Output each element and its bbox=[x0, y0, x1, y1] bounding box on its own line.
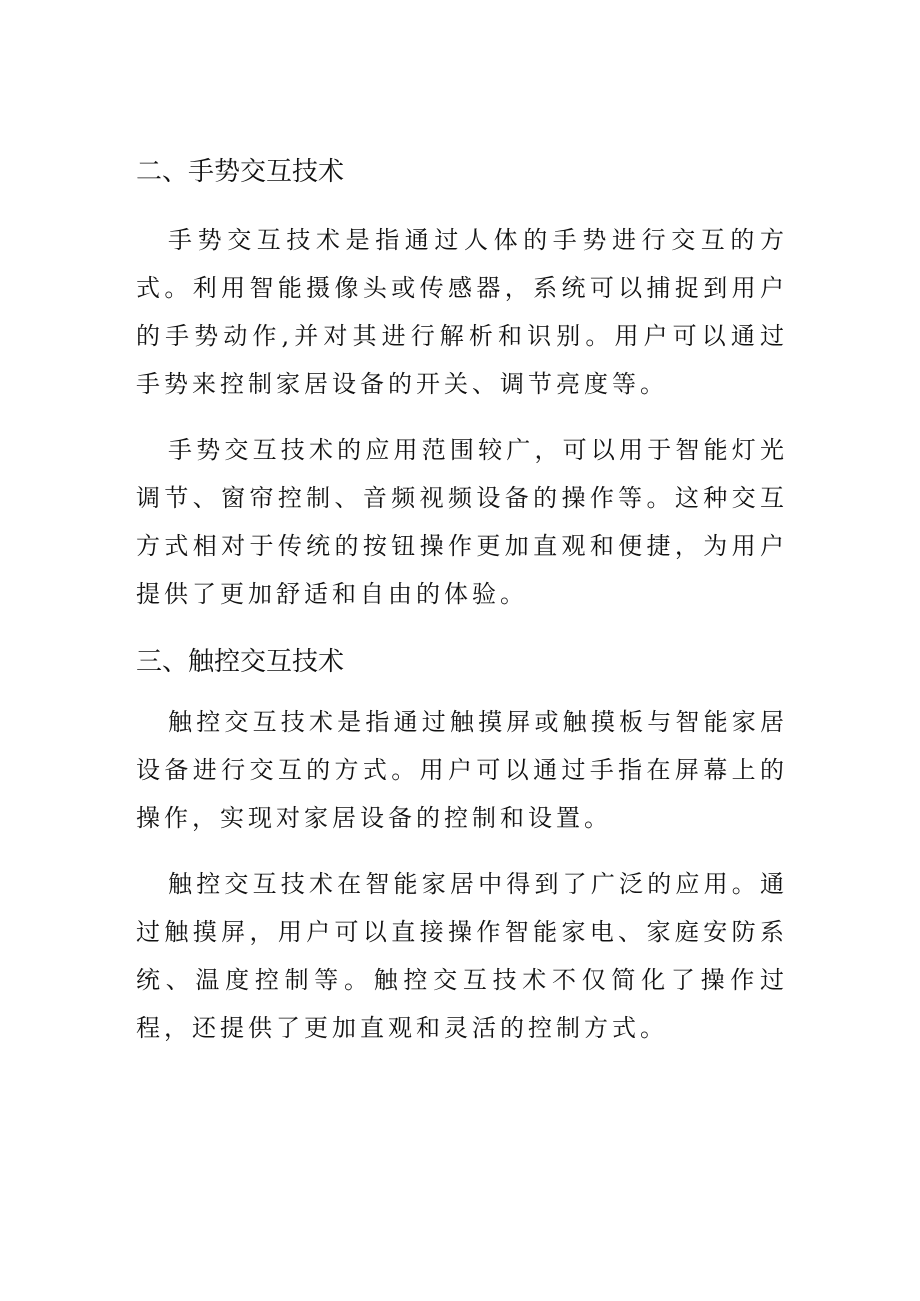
section-heading-touch: 三、触控交互技术 bbox=[136, 647, 345, 677]
section-heading-gesture: 二、手势交互技术 bbox=[136, 157, 345, 187]
paragraph-touch-applications: 触控交互技术在智能家居中得到了广泛的应用。通过触摸屏，用户可以直接操作智能家电、家庭安防系统、温度控制等。触控交互技术不仅简化了操作过程，还提供了更加直观和灵活的控制方式。 bbox=[136, 870, 788, 1042]
paragraph-gesture-applications: 手势交互技术的应用范围较广，可以用于智能灯光调节、窗帘控制、音频视频设备的操作等。这种交互方式相对于传统的按钮操作更加直观和便捷，为用户提供了更加舒适和自由的体验。 bbox=[136, 436, 788, 608]
paragraph-gesture-definition: 手势交互技术是指通过人体的手势进行交互的方式。利用智能摄像头或传感器，系统可以捕捉到用户的手势动作,并对其进行解析和识别。用户可以通过手势来控制家居设备的开关、调节亮度等。 bbox=[136, 226, 788, 398]
paragraph-touch-definition: 触控交互技术是指通过触摸屏或触摸板与智能家居设备进行交互的方式。用户可以通过手指在屏幕上的操作，实现对家居设备的控制和设置。 bbox=[136, 708, 788, 832]
document-body bbox=[136, 150, 788, 1052]
